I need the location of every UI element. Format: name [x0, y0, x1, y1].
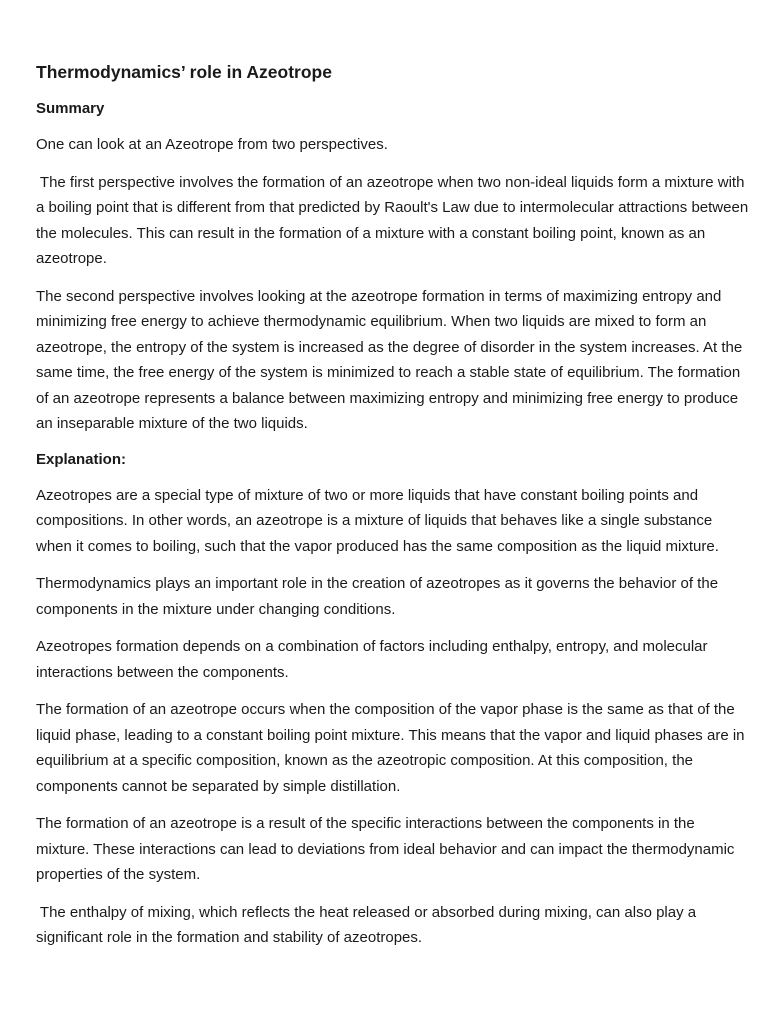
explanation-paragraph-3: Azeotropes formation depends on a combination of factors including enthalpy, entropy, and molecular interactions between the components. [36, 638, 708, 681]
summary-paragraph-2: The first perspective involves the formation of an azeotrope when two non-ideal liquids form a mixture with a boiling point that is different from that predicted by Raoult's Law due to intermolecular attractions between the molecules. This can result in the formation of a mixture with a constant boiling point, known as an azeotrope. [36, 173, 749, 267]
document-page [36, 60, 752, 963]
document-title: Thermodynamics’ role in Azeotrope [36, 62, 332, 82]
summary-heading: Summary [36, 100, 105, 117]
explanation-paragraph-5: The formation of an azeotrope is a result of the specific interactions between the components in the mixture. These interactions can lead to deviations from ideal behavior and can impact the thermodynamic properties of the system. [36, 815, 735, 883]
explanation-paragraph-4: The formation of an azeotrope occurs when the composition of the vapor phase is the same as that of the liquid phase, leading to a constant boiling point mixture. This means that the vapor and liquid phases are in equilibrium at a specific composition, known as the azeotropic composition. At this composition, the components cannot be separated by simple distillation. [36, 701, 745, 795]
explanation-paragraph-1: Azeotropes are a special type of mixture of two or more liquids that have constant boiling points and compositions. In other words, an azeotrope is a mixture of liquids that behaves like a single substance when it comes to boiling, such that the vapor produced has the same composition as the liquid mixture. [36, 486, 719, 555]
explanation-heading: Explanation: [36, 450, 127, 468]
summary-paragraph-1: One can look at an Azeotrope from two perspectives. [36, 136, 388, 153]
explanation-paragraph-6: The enthalpy of mixing, which reflects the heat released or absorbed during mixing, can also play a significant role in the formation and stability of azeotropes. [36, 903, 697, 946]
summary-paragraph-3: The second perspective involves looking at the azeotrope formation in terms of maximizing entropy and minimizing free energy to achieve thermodynamic equilibrium. When two liquids are mixed to form an azeotrope, the entropy of the system is increased as the degree of disorder in the system increases. At the same time, the free energy of the system is minimized to reach a stable state of equilibrium. The formation of an azeotrope represents a balance between maximizing entropy and minimizing free energy to produce an inseparable mixture of the two liquids. [36, 287, 743, 432]
explanation-paragraph-2: Thermodynamics plays an important role in the creation of azeotropes as it governs the behavior of the components in the mixture under changing conditions. [36, 575, 719, 618]
